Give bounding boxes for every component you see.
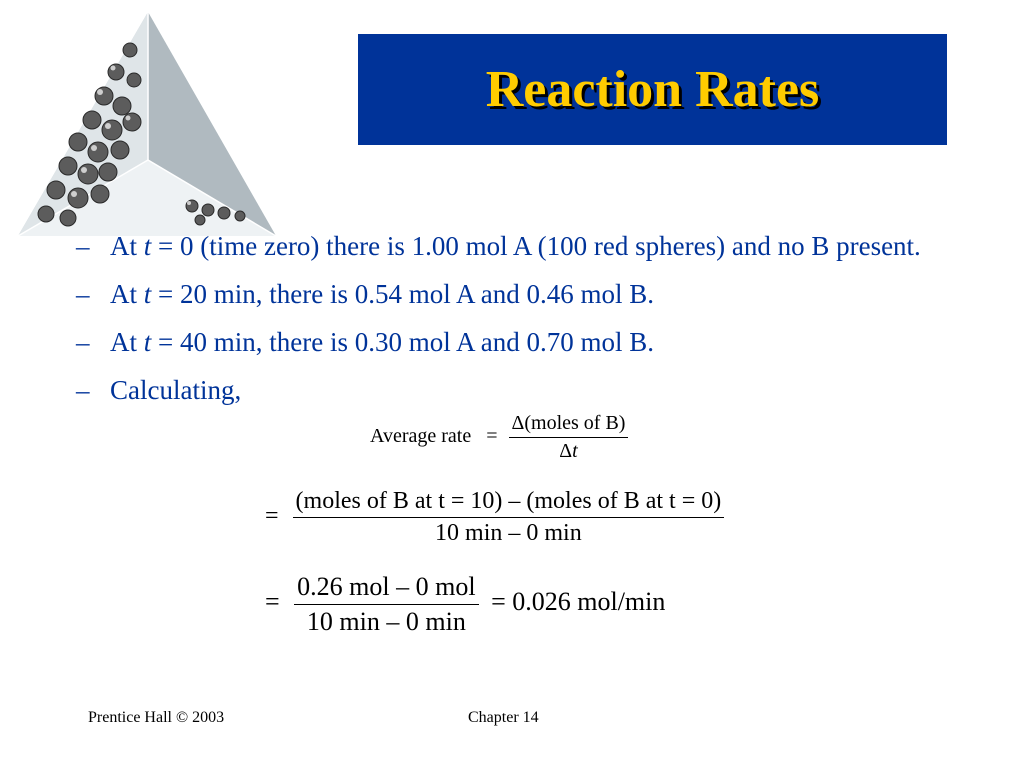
bullet-text — [110, 276, 1006, 312]
equals-sign: = — [265, 503, 279, 530]
bullet-dash: – — [76, 327, 90, 357]
footer-copyright: Prentice Hall © 2003 — [88, 709, 225, 726]
time-variable: t — [572, 440, 578, 462]
equation-average-rate — [370, 412, 628, 463]
molecule-triangle-logo — [12, 10, 280, 238]
delta-symbol: Δ — [559, 440, 573, 462]
avg-rate-fraction — [509, 412, 629, 463]
bullet-post: = 20 min, there is 0.54 mol A and 0.46 mol B. — [151, 279, 654, 309]
moles-fraction — [293, 488, 725, 547]
bullet-pre: At — [110, 279, 144, 309]
avg-rate-label: Average rate — [370, 425, 472, 448]
fraction-denominator: 10 min – 0 min — [306, 607, 466, 636]
bullet-post: = 0 (time zero) there is 1.00 mol A (100 red spheres) and no B present. — [151, 231, 921, 261]
bullet-item — [76, 372, 1006, 408]
equals-sign: = — [265, 587, 280, 617]
title-banner — [358, 34, 947, 145]
fraction-numerator: (moles of B at t = 10) – (moles of B at t = 0) — [293, 488, 725, 518]
fraction-denominator — [556, 438, 580, 463]
footer-chapter: Chapter 14 — [468, 709, 539, 726]
bullet-text — [110, 372, 1006, 408]
slide-title: Reaction Rates — [485, 61, 820, 118]
bullet-item — [76, 228, 1006, 264]
fraction-numerator: Δ(moles of B) — [509, 412, 629, 438]
bullet-dash: – — [76, 279, 90, 309]
equation-moles-difference — [265, 488, 724, 547]
bullet-text — [110, 228, 1006, 264]
bullet-pre: At — [110, 327, 144, 357]
bullet-pre: At — [110, 231, 144, 261]
bullet-var: t — [143, 279, 152, 309]
equation-result — [265, 572, 665, 637]
bullet-item — [76, 324, 1006, 360]
numeric-fraction — [294, 572, 478, 637]
bullet-var: t — [143, 231, 152, 261]
bullet-item — [76, 276, 1006, 312]
bullet-text — [110, 324, 1006, 360]
equals-sign: = — [486, 425, 498, 448]
bullet-dash: – — [76, 375, 90, 405]
bullet-pre: Calculating, — [110, 375, 242, 405]
fraction-denominator: 10 min – 0 min — [435, 520, 582, 546]
bullet-list — [76, 228, 1006, 420]
fraction-numerator: 0.26 mol – 0 mol — [294, 572, 478, 605]
bullet-post: = 40 min, there is 0.30 mol A and 0.70 mol B. — [151, 327, 654, 357]
bullet-dash: – — [76, 231, 90, 261]
result-value: = 0.026 mol/min — [491, 587, 666, 617]
bullet-var: t — [143, 327, 152, 357]
